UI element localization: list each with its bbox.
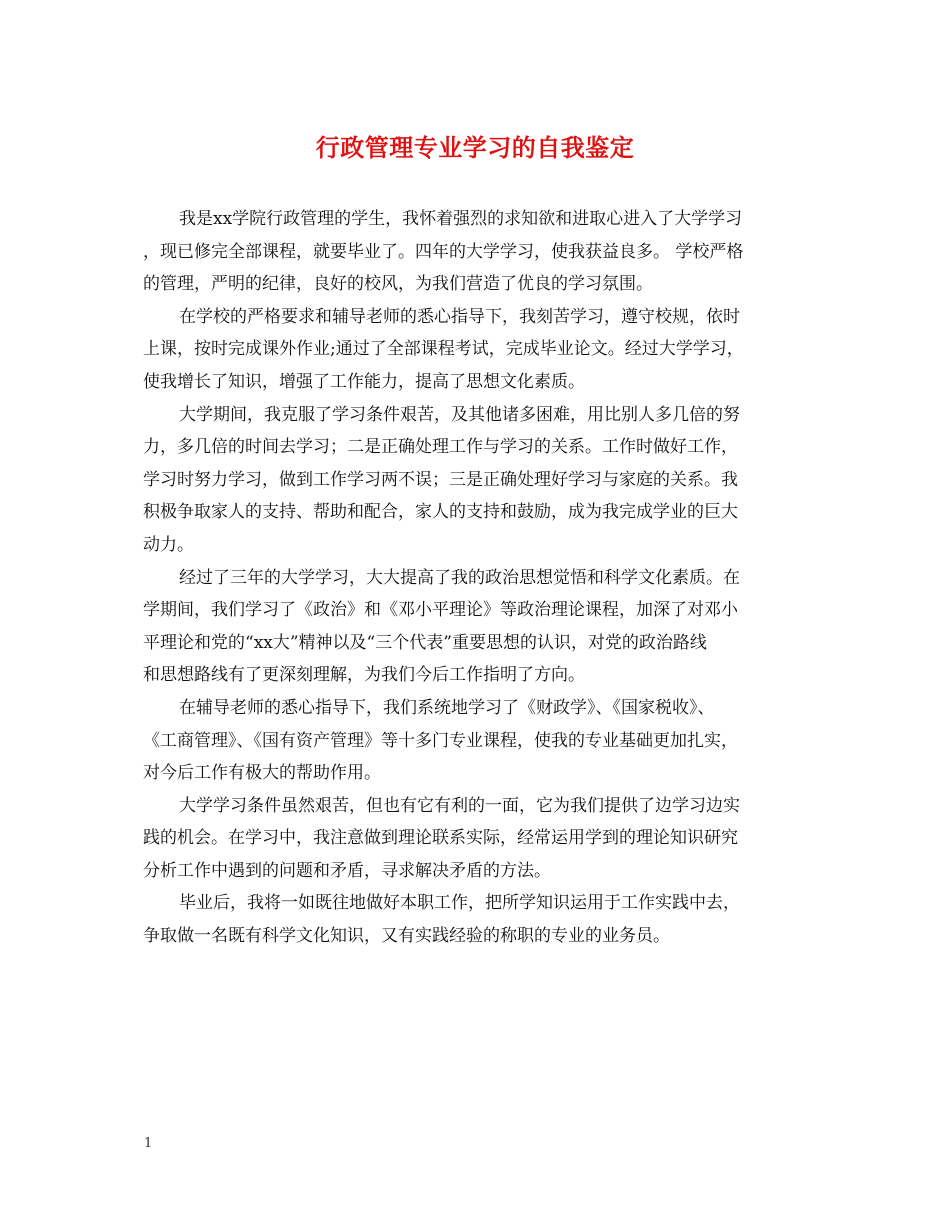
- page-number: 1: [144, 1136, 153, 1151]
- paragraph-line: 动力。: [143, 534, 194, 555]
- paragraph-line: 在辅导老师的悉心指导下，我们系统地学习了《财政学》、《国家税收》、: [179, 697, 715, 718]
- paragraph-line: ，现已修完全部课程，就要毕业了。四年的大学学习，使我获益良多。 学校严格: [143, 241, 744, 262]
- paragraph-line: 争取做一名既有科学文化知识，又有实践经验的称职的专业的业务员。: [143, 926, 670, 947]
- document-title: 行政管理专业学习的自我鉴定: [315, 134, 635, 162]
- paragraph-line: 大学期间，我克服了学习条件艰苦，及其他诸多困难，用比别人多几倍的努: [179, 404, 740, 425]
- paragraph-line: 我是xx学院行政管理的学生，我怀着强烈的求知欲和进取心进入了大学学习: [179, 209, 743, 229]
- paragraph-line: 积极争取家人的支持、帮助和配合，家人的支持和鼓励，成为我完成学业的巨大: [143, 502, 738, 523]
- paragraph-line: 学期间，我们学习了《政治》和《邓小平理论》等政治理论课程，加深了对邓小: [143, 600, 738, 621]
- paragraph-line: 平理论和党的“xx大”精神以及“三个代表”重要思想的认识，对党的政治路线: [143, 632, 707, 653]
- document-body: [143, 203, 823, 953]
- paragraph-line: 大学学习条件虽然艰苦，但也有它有利的一面，它为我们提供了边学习边实: [179, 795, 740, 816]
- paragraph-line: 在学校的严格要求和辅导老师的悉心指导下，我刻苦学习，遵守校规，依时: [179, 306, 740, 327]
- paragraph-line: 对今后工作有极大的帮助作用。: [143, 763, 381, 784]
- paragraph-line: 的管理，严明的纪律，良好的校风，为我们营造了优良的学习氛围。: [143, 274, 653, 295]
- paragraph-line: 毕业后，我将一如既往地做好本职工作，把所学知识运用于工作实践中去，: [179, 893, 740, 914]
- paragraph-line: 践的机会。在学习中，我注意做到理论联系实际，经常运用学到的理论知识研究: [143, 828, 738, 849]
- paragraph-line: 经过了三年的大学学习，大大提高了我的政治思想觉悟和科学文化素质。在: [179, 567, 740, 588]
- paragraph-line: 上课，按时完成课外作业;通过了全部课程考试，完成毕业论文。经过大学学习，: [143, 339, 744, 360]
- paragraph-line: 《工商管理》、《国有资产管理》等十多门专业课程，使我的专业基础更加扎实，: [143, 730, 738, 751]
- paragraph-line: 和思想路线有了更深刻理解，为我们今后工作指明了方向。: [143, 665, 585, 686]
- paragraph-line: 力，多几倍的时间去学习；二是正确处理工作与学习的关系。工作时做好工作，: [143, 437, 738, 458]
- paragraph-line: 学习时努力学习，做到工作学习两不误；三是正确处理好学习与家庭的关系。我: [143, 469, 738, 490]
- paragraph-line: 分析工作中遇到的问题和矛盾，寻求解决矛盾的方法。: [143, 860, 551, 881]
- paragraph-line: 使我增长了知识，增强了工作能力，提高了思想文化素质。: [143, 371, 585, 392]
